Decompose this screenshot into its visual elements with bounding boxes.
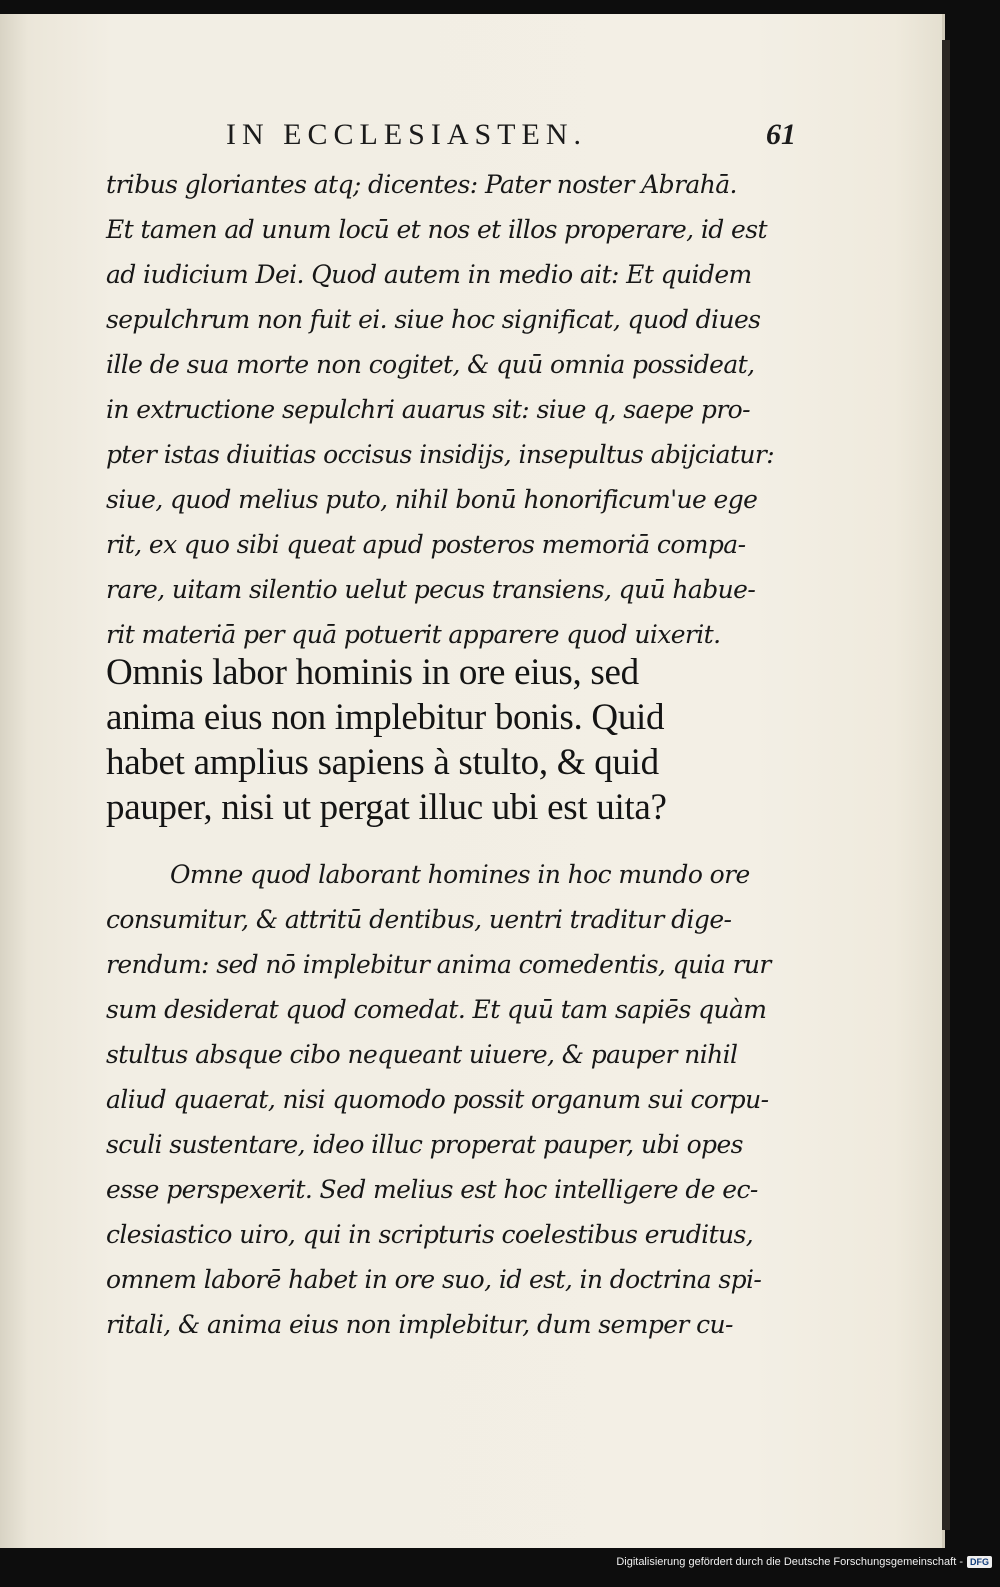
text-line: stultus absque cibo nequeant uiuere, & pauper nihil (106, 1040, 738, 1069)
text-line: sculi sustentare, ideo illuc properat pauper, ubi opes (106, 1130, 743, 1159)
verse-line: Omnis labor hominis in ore eius, sed (106, 652, 639, 693)
commentary-block-1 (106, 162, 796, 657)
text-line: rendum: sed nō implebitur anima comedentis, quia rur (106, 950, 771, 979)
text-line: ille de sua morte non cogitet, & quū omnia possideat, (106, 350, 755, 379)
text-line: rare, uitam silentio uelut pecus transiens, quū habue- (106, 575, 756, 604)
text-line: sum desiderat quod comedat. Et quū tam sapiēs quàm (106, 995, 767, 1024)
verse-line: pauper, nisi ut pergat illuc ubi est uita? (106, 787, 667, 828)
scripture-verse (106, 650, 796, 830)
folio-number: 61 (766, 118, 796, 151)
text-line: rit, ex quo sibi queat apud posteros memoriā compa- (106, 530, 746, 559)
text-line: Omne quod laborant homines in hoc mundo ore (170, 860, 750, 889)
page-edge (942, 40, 950, 1530)
text-line: Et tamen ad unum locū et nos et illos properare, id est (106, 215, 767, 244)
text-line: ritali, & anima eius non implebitur, dum semper cu- (106, 1310, 733, 1339)
text-line: aliud quaerat, nisi quomodo possit organum sui corpu- (106, 1085, 769, 1114)
text-line: pter istas diuitias occisus insidijs, insepultus abijciatur: (106, 440, 775, 469)
commentary-block-2 (106, 852, 796, 1347)
text-line: ad iudicium Dei. Quod autem in medio ait: Et quidem (106, 260, 752, 289)
verse-line: anima eius non implebitur bonis. Quid (106, 697, 665, 738)
verse-line: habet amplius sapiens à stulto, & quid (106, 742, 659, 783)
digitization-credit (616, 1556, 992, 1568)
text-line: omnem laborē habet in ore suo, id est, in doctrina spi- (106, 1265, 762, 1294)
text-line: tribus gloriantes atq; dicentes: Pater noster Abrahā. (106, 170, 737, 199)
page-header (226, 118, 796, 158)
text-line: siue, quod melius puto, nihil bonū honorificum'ue ege (106, 485, 758, 514)
text-line: clesiastico uiro, qui in scripturis coelestibus eruditus, (106, 1220, 754, 1249)
dfg-logo: DFG (967, 1556, 992, 1568)
text-line: sepulchrum non fuit ei. siue hoc significat, quod diues (106, 305, 761, 334)
text-line: consumitur, & attritū dentibus, uentri traditur dige- (106, 905, 732, 934)
running-head: IN ECCLESIASTEN. (226, 118, 587, 151)
text-line: in extructione sepulchri auarus sit: siue q, saepe pro- (106, 395, 750, 424)
text-line: rit materiā per quā potuerit apparere quod uixerit. (106, 620, 721, 649)
credit-text: Digitalisierung gefördert durch die Deutsche Forschungsgemeinschaft - (616, 1556, 963, 1568)
text-line: esse perspexerit. Sed melius est hoc intelligere de ec- (106, 1175, 758, 1204)
